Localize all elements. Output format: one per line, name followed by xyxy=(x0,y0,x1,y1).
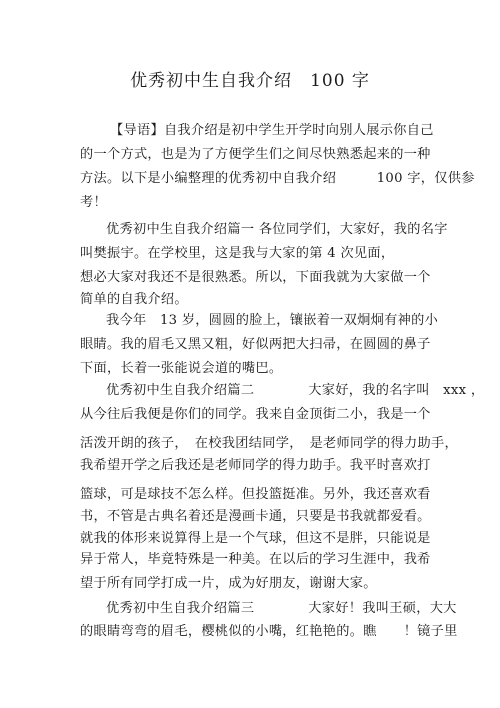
title-number: 100 xyxy=(310,71,346,91)
text-line: 的眼睛弯弯的眉毛，樱桃似的小嘴，红艳艳的。瞧 ！镜子里 xyxy=(80,624,458,639)
text-line: 篮球，可是球技不怎么样。但投篮挺准。另外，我还喜欢看 xyxy=(80,487,431,502)
text-line: 想必大家对我还不是很熟悉。所以，下面我就为大家做一个 xyxy=(80,270,431,285)
text-line: 【导语】自我介绍是初中学生开学时向别人展示你自己 xyxy=(110,123,434,138)
text-line: 我希望开学之后我还是老师同学的得力助手。我平时喜欢打 xyxy=(80,458,431,473)
text-line: 简单的自我介绍。 xyxy=(80,292,188,307)
text-line: 就我的体形来说算得上是一个气球，但这不是胖，只能说是 xyxy=(80,531,431,546)
text-line: 书，不管是古典名着还是漫画卡通，只要是书我就都爱看。 xyxy=(80,509,431,524)
text-line: 望于所有同学打成一片，成为好朋友，谢谢大家。 xyxy=(80,576,377,591)
text-line: 异于常人，毕竟特殊是一种美。在以后的学习生涯中，我希 xyxy=(80,552,431,567)
text-line: 的一个方式，也是为了方便学生们之间尽快熟悉起来的一种 xyxy=(80,147,431,162)
text-line: 优秀初中生自我介绍篇三 大家好！我叫王硕，大大 xyxy=(106,601,457,616)
text-line: 考！ xyxy=(80,195,107,210)
text-line: 叫樊振宇。在学校里，这是我与大家的第 4 次见面， xyxy=(80,246,395,261)
text-line: 优秀初中生自我介绍篇一 各位同学们，大家好，我的名字 xyxy=(106,222,448,237)
text-line: 下面，长着一张能说会道的嘴巴。 xyxy=(80,361,283,376)
title-unit: 字 xyxy=(351,71,370,91)
text-line: 活泼开朗的孩子， 在校我团结同学， 是老师同学的得力助手， xyxy=(80,436,458,451)
page-title xyxy=(0,66,500,91)
text-line: 优秀初中生自我介绍篇二 大家好，我的名字叫 xxx ， xyxy=(106,383,485,398)
text-line: 方法。以下是小编整理的优秀初中自我介绍 100 字，仅供参 xyxy=(80,171,475,186)
title-main: 优秀初中生自我介绍 xyxy=(130,71,293,91)
text-line: 我今年 13 岁，圆圆的脸上，镶嵌着一双炯炯有神的小 xyxy=(106,313,439,328)
text-line: 眼睛。我的眉毛又黑又粗，好似两把大扫帚，在圆圆的鼻子 xyxy=(80,337,431,352)
text-line: 从今往后我便是你们的同学。我来自金顶街二小，我是一个 xyxy=(80,407,431,422)
